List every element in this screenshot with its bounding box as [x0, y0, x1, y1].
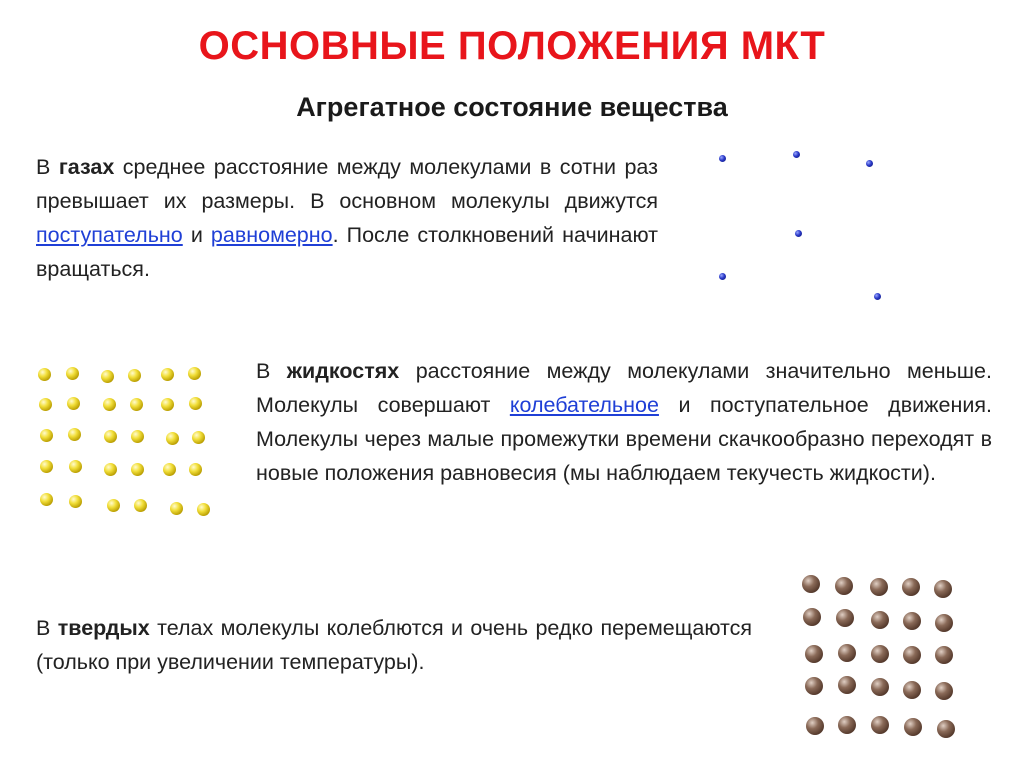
- liquid-molecule: [104, 430, 117, 443]
- gas-text-2: и: [182, 223, 211, 247]
- solid-molecule: [935, 682, 953, 700]
- gas-molecule: [793, 151, 800, 158]
- link-uniform[interactable]: равномерно: [210, 223, 333, 247]
- solid-molecule: [805, 645, 823, 663]
- liquid-molecule: [39, 398, 52, 411]
- liquid-molecule: [38, 368, 51, 381]
- liquid-molecule: [40, 493, 53, 506]
- solid-molecule: [836, 609, 854, 627]
- liquid-molecule: [161, 398, 174, 411]
- solid-molecule: [838, 644, 856, 662]
- gas-text-3: . После столкновений начинают вращаться.: [36, 223, 658, 281]
- gas-intro: В: [36, 155, 59, 179]
- liquid-keyword: жидкостях: [286, 359, 400, 383]
- liquid-molecule: [68, 428, 81, 441]
- gas-text-1: среднее расстояние между молекулами в сотни раз превышает их размеры. В основном молекулы движутся: [36, 155, 658, 213]
- liquid-molecule: [103, 398, 116, 411]
- solid-molecule: [902, 578, 920, 596]
- liquid-molecule: [66, 367, 79, 380]
- slide-title: ОСНОВНЫЕ ПОЛОЖЕНИЯ МКТ: [198, 24, 826, 68]
- solid-molecule: [871, 645, 889, 663]
- liquid-molecule: [128, 369, 141, 382]
- liquid-molecule: [161, 368, 174, 381]
- liquid-molecule: [104, 463, 117, 476]
- liquid-intro: В: [256, 359, 287, 383]
- liquid-molecule: [69, 495, 82, 508]
- solid-keyword: твердых: [57, 616, 150, 640]
- solid-intro: В: [36, 616, 58, 640]
- gas-molecule: [719, 273, 726, 280]
- solid-text-1: телах молекулы колеблются и очень редко перемещаются (только при увеличении температуры).: [36, 616, 752, 674]
- solid-molecule: [871, 611, 889, 629]
- solid-molecule: [935, 646, 953, 664]
- solid-molecule: [935, 614, 953, 632]
- liquid-molecule: [166, 432, 179, 445]
- slide-subtitle: Агрегатное состояние вещества: [296, 92, 728, 122]
- solid-molecule: [904, 718, 922, 736]
- solid-molecule: [806, 717, 824, 735]
- solid-molecule: [934, 580, 952, 598]
- liquid-molecule: [67, 397, 80, 410]
- liquid-molecule: [188, 367, 201, 380]
- solid-molecule: [871, 716, 889, 734]
- solid-molecule: [937, 720, 955, 738]
- gas-molecule: [874, 293, 881, 300]
- gas-molecule: [795, 230, 802, 237]
- liquid-molecule: [101, 370, 114, 383]
- liquid-text-2: и поступательное движения. Молекулы через малые промежутки времени скачкообразно переходят в новые положения равновесия (мы наблюдаем текучесть жидкости).: [256, 393, 992, 485]
- liquid-molecule: [69, 460, 82, 473]
- solid-molecule: [838, 676, 856, 694]
- liquid-molecule: [189, 463, 202, 476]
- liquid-molecule: [192, 431, 205, 444]
- solid-molecule: [871, 678, 889, 696]
- gas-molecule: [866, 160, 873, 167]
- liquid-molecule: [134, 499, 147, 512]
- liquid-molecule: [170, 502, 183, 515]
- liquid-molecule: [189, 397, 202, 410]
- liquid-molecule: [197, 503, 210, 516]
- solid-molecule: [870, 578, 888, 596]
- solid-molecule: [903, 681, 921, 699]
- liquid-text-1: расстояние между молекулами значительно меньше. Молекулы совершают: [256, 359, 992, 417]
- solid-molecule: [802, 575, 820, 593]
- liquid-molecule: [130, 398, 143, 411]
- gas-keyword: газах: [58, 155, 115, 179]
- solid-molecule: [838, 716, 856, 734]
- liquid-molecule: [40, 460, 53, 473]
- liquid-molecule: [131, 463, 144, 476]
- solid-paragraph: [36, 611, 752, 679]
- liquid-molecule: [40, 429, 53, 442]
- solid-molecule: [835, 577, 853, 595]
- gas-paragraph: [36, 150, 658, 286]
- liquid-molecule: [131, 430, 144, 443]
- solid-molecule: [903, 612, 921, 630]
- liquid-paragraph: [256, 354, 992, 490]
- solid-molecule: [903, 646, 921, 664]
- solid-molecule: [805, 677, 823, 695]
- solid-molecule: [803, 608, 821, 626]
- gas-molecule: [719, 155, 726, 162]
- liquid-molecule: [163, 463, 176, 476]
- liquid-molecule: [107, 499, 120, 512]
- link-translational[interactable]: поступательно: [36, 223, 183, 247]
- link-oscillatory[interactable]: колебательное: [509, 393, 659, 417]
